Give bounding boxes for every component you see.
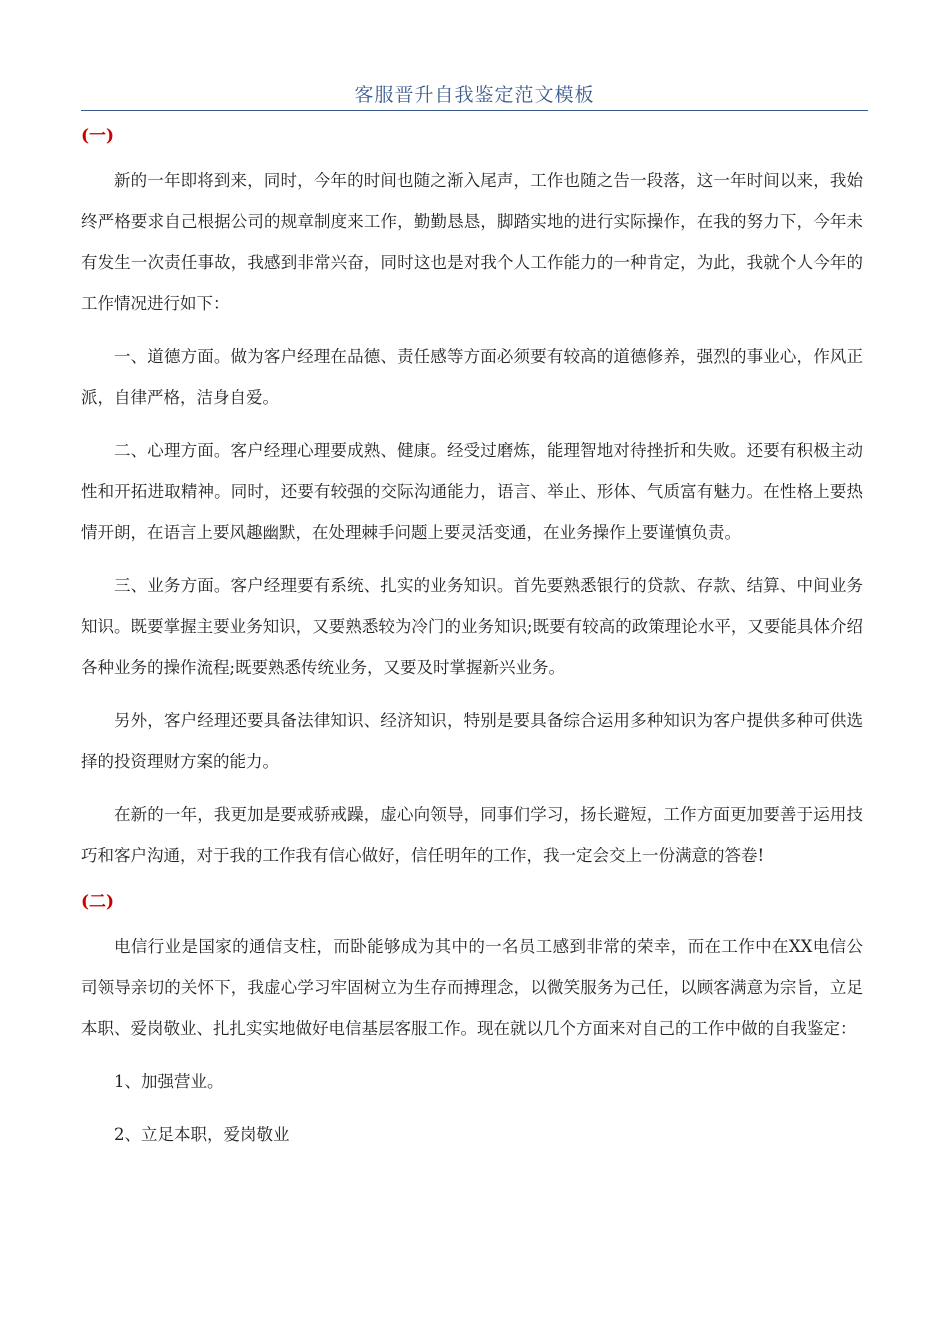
section-heading-1: (一) bbox=[81, 126, 115, 146]
list-item-2: 2、立足本职，爱岗敬业 bbox=[114, 1125, 290, 1144]
document-header bbox=[81, 80, 868, 111]
paragraph-1-conclusion: 在新的一年，我更加是要戒骄戒躁，虚心向领导，同事们学习，扬长避短，工作方面更加要善于运用技巧和客户沟通，对于我的工作我有信心做好，信任明年的工作，我一定会交上一份满意的答卷! bbox=[81, 805, 863, 865]
document-body bbox=[81, 122, 863, 1155]
section-heading-2: (二) bbox=[81, 892, 115, 912]
paragraph-1-business: 三、业务方面。客户经理要有系统、扎实的业务知识。首先要熟悉银行的贷款、存款、结算、中间业务知识。既要掌握主要业务知识，又要熟悉较为冷门的业务知识;既要有较高的政策理论水平，又要能具体介绍各种业务的操作流程;既要熟悉传统业务，又要及时掌握新兴业务。 bbox=[81, 576, 863, 677]
paragraph-2-intro: 电信行业是国家的通信支柱，而卧能够成为其中的一名员工感到非常的荣幸，而在工作中在XX电信公司领导亲切的关怀下，我虚心学习牢固树立为生存而搏理念，以微笑服务为己任，以顾客满意为宗旨，立足本职、爱岗敬业、扎扎实实地做好电信基层客服工作。现在就以几个方面来对自己的工作中做的自我鉴定： bbox=[81, 937, 863, 1038]
list-item-1: 1、加强营业。 bbox=[114, 1072, 224, 1091]
paragraph-1-psychology: 二、心理方面。客户经理心理要成熟、健康。经受过磨炼，能理智地对待挫折和失败。还要有积极主动性和开拓进取精神。同时，还要有较强的交际沟通能力，语言、举止、形体、气质富有魅力。在性格上要热情开朗，在语言上要风趣幽默，在处理棘手问题上要灵活变通，在业务操作上要谨慎负责。 bbox=[81, 441, 863, 542]
paragraph-1-intro: 新的一年即将到来，同时，今年的时间也随之渐入尾声，工作也随之告一段落，这一年时间以来，我始终严格要求自己根据公司的规章制度来工作，勤勤恳恳，脚踏实地的进行实际操作，在我的努力下，今年未有发生一次责任事故，我感到非常兴奋，同时这也是对我个人工作能力的一种肯定，为此，我就个人今年的工作情况进行如下： bbox=[81, 171, 863, 313]
paragraph-1-additional: 另外，客户经理还要具备法律知识、经济知识，特别是要具备综合运用多种知识为客户提供多种可供选择的投资理财方案的能力。 bbox=[81, 711, 863, 771]
document-title: 客服晋升自我鉴定范文模板 bbox=[354, 84, 595, 106]
paragraph-1-moral: 一、道德方面。做为客户经理在品德、责任感等方面必须要有较高的道德修养，强烈的事业心，作风正派，自律严格，洁身自爱。 bbox=[81, 347, 863, 407]
